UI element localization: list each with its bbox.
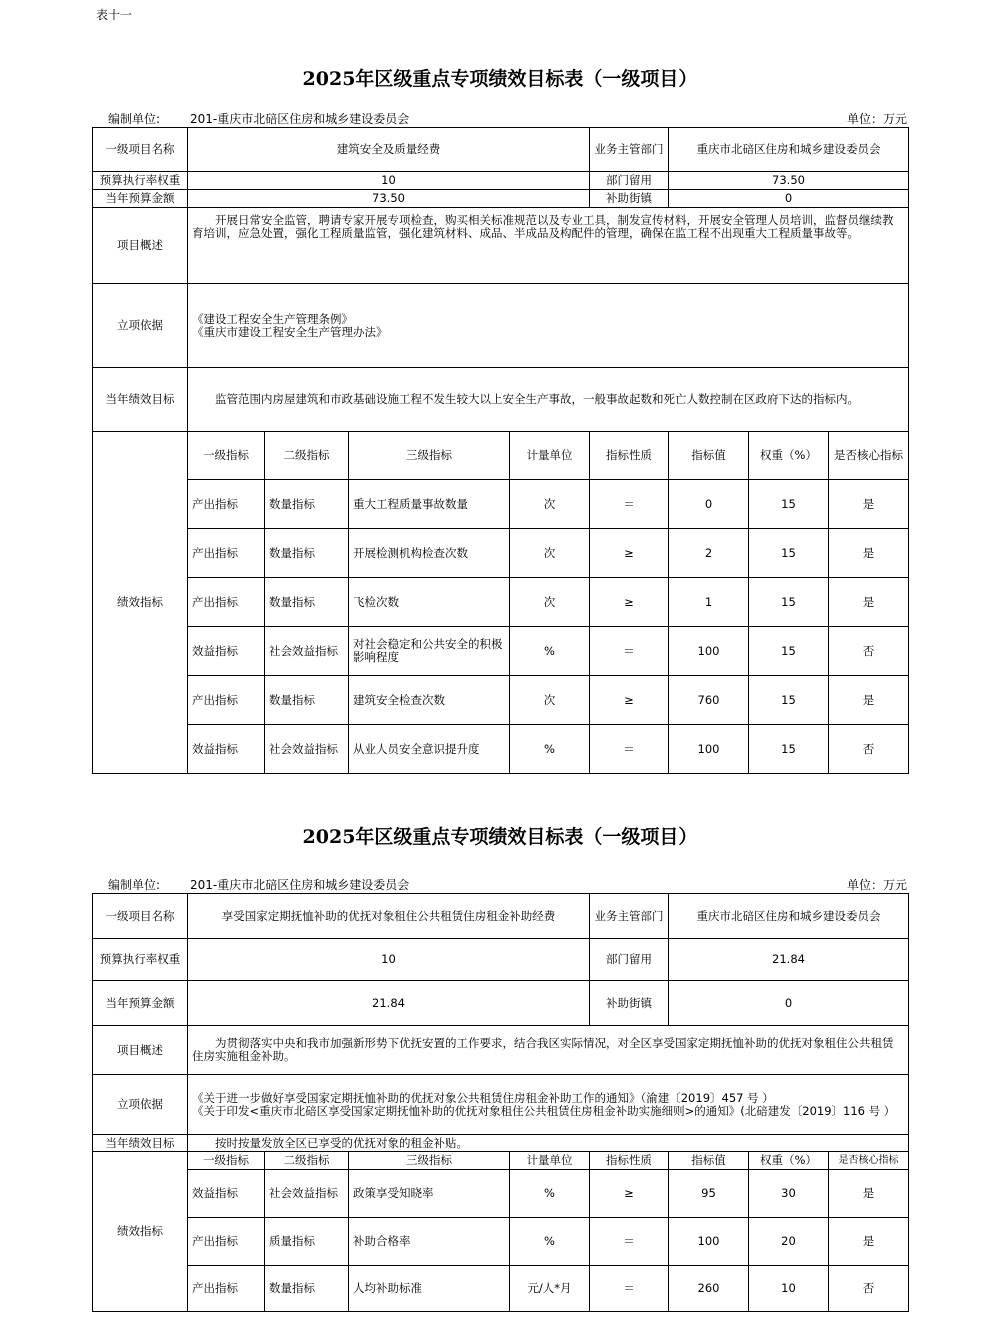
- performance-table-1: [92, 127, 909, 774]
- dept-retain-value: 73.50: [669, 172, 909, 190]
- cell: 产出指标: [188, 676, 265, 725]
- cell: %: [510, 1170, 590, 1218]
- cell: 1: [669, 578, 749, 627]
- cell: ＝: [590, 1218, 669, 1266]
- subsidy-label: 补助街镇: [590, 190, 669, 208]
- project-name: 享受国家定期抚恤补助的优抚对象租住公共租赁住房租金补助经费: [188, 894, 590, 939]
- cell: 是: [829, 578, 909, 627]
- cell: 对社会稳定和公共安全的积极影响程度: [349, 627, 510, 676]
- cell: 效益指标: [188, 725, 265, 774]
- table-row: [93, 1218, 909, 1266]
- cell: ≥: [590, 676, 669, 725]
- cell: 15: [749, 578, 829, 627]
- budget-value: 73.50: [188, 190, 590, 208]
- table-meta: [108, 876, 907, 892]
- cell: 260: [669, 1266, 749, 1312]
- header-cell: 二级指标: [265, 1152, 349, 1170]
- weight-label: 预算执行率权重: [93, 172, 188, 190]
- header-cell: 指标值: [669, 432, 749, 480]
- cell: 补助合格率: [349, 1218, 510, 1266]
- header-cell: 权重（%）: [749, 1152, 829, 1170]
- header-cell: 三级指标: [349, 432, 510, 480]
- table-row: [93, 676, 909, 725]
- cell: 数量指标: [265, 480, 349, 529]
- header-cell: 计量单位: [510, 432, 590, 480]
- overview-label: 项目概述: [93, 208, 188, 284]
- cell: 10: [749, 1266, 829, 1312]
- basis-text: [188, 284, 909, 368]
- cell: 否: [829, 627, 909, 676]
- cell: 是: [829, 529, 909, 578]
- subsidy-value: 0: [669, 981, 909, 1026]
- cell: 政策享受知晓率: [349, 1170, 510, 1218]
- org-label: 编制单位:: [108, 878, 161, 892]
- cell: 质量指标: [265, 1218, 349, 1266]
- cell: 数量指标: [265, 676, 349, 725]
- org-name: 201-重庆市北碚区住房和城乡建设委员会: [190, 112, 410, 126]
- cell: 产出指标: [188, 1218, 265, 1266]
- cell: 从业人员安全意识提升度: [349, 725, 510, 774]
- overview-label: 项目概述: [93, 1026, 188, 1075]
- table-row: [93, 578, 909, 627]
- dept-label: 业务主管部门: [590, 894, 669, 939]
- cell: 效益指标: [188, 1170, 265, 1218]
- cell: 社会效益指标: [265, 725, 349, 774]
- weight-label: 预算执行率权重: [93, 939, 188, 981]
- cell: 2: [669, 529, 749, 578]
- basis-item: 《重庆市建设工程安全生产管理办法》: [192, 324, 388, 339]
- cell: 次: [510, 529, 590, 578]
- cell: 15: [749, 676, 829, 725]
- cell: ＝: [590, 725, 669, 774]
- goal-label: 当年绩效目标: [93, 368, 188, 432]
- cell: 次: [510, 480, 590, 529]
- cell: 15: [749, 627, 829, 676]
- cell: 产出指标: [188, 480, 265, 529]
- cell: ≥: [590, 1170, 669, 1218]
- overview-text: 开展日常安全监管，聘请专家开展专项检查，购买相关标准规范以及专业工具，制发宣传材料，开展安全管理人员培训，监督员继续教育培训，应急处置，强化工程质量监管，强化建筑材料、成品、半成品及构配件的管理，确保在监工程不出现重大工程质量事故等。: [188, 208, 909, 284]
- cell: ≥: [590, 578, 669, 627]
- header-cell: 一级指标: [188, 432, 265, 480]
- subsidy-label: 补助街镇: [590, 981, 669, 1026]
- dept-retain-label: 部门留用: [590, 172, 669, 190]
- cell: 否: [829, 1266, 909, 1312]
- header-cell: 计量单位: [510, 1152, 590, 1170]
- table-row: [93, 725, 909, 774]
- cell: ＝: [590, 480, 669, 529]
- dept-name: 重庆市北碚区住房和城乡建设委员会: [669, 894, 909, 939]
- cell: 20: [749, 1218, 829, 1266]
- cell: %: [510, 1218, 590, 1266]
- cell: 重大工程质量事故数量: [349, 480, 510, 529]
- basis-label: 立项依据: [93, 1075, 188, 1135]
- cell: 是: [829, 1218, 909, 1266]
- cell: ≥: [590, 529, 669, 578]
- basis-item: 《关于进一步做好享受国家定期抚恤补助的优抚对象公共租赁住房租金补助工作的通知》（渝建〔2019〕457 号 ）: [192, 1090, 774, 1105]
- cell: 是: [829, 1170, 909, 1218]
- basis-label: 立项依据: [93, 284, 188, 368]
- goal-text: 监管范围内房屋建筑和市政基础设施工程不发生较大以上安全生产事故，一般事故起数和死亡人数控制在区政府下达的指标内。: [188, 368, 909, 432]
- table-row: [93, 1170, 909, 1218]
- indicators-label: 绩效指标: [93, 1152, 188, 1312]
- cell: 0: [669, 480, 749, 529]
- project-name-label: 一级项目名称: [93, 894, 188, 939]
- cell: 次: [510, 578, 590, 627]
- cell: 元/人*月: [510, 1266, 590, 1312]
- header-cell: 是否核心指标: [829, 432, 909, 480]
- cell: 100: [669, 627, 749, 676]
- cell: 社会效益指标: [265, 1170, 349, 1218]
- table-row: [93, 529, 909, 578]
- dept-retain-value: 21.84: [669, 939, 909, 981]
- table-meta: [108, 110, 907, 126]
- table-row: [93, 627, 909, 676]
- header-cell: 权重（%）: [749, 432, 829, 480]
- cell: %: [510, 725, 590, 774]
- subsidy-value: 0: [669, 190, 909, 208]
- cell: 95: [669, 1170, 749, 1218]
- cell: 否: [829, 725, 909, 774]
- cell: 760: [669, 676, 749, 725]
- cell: 30: [749, 1170, 829, 1218]
- cell: 开展检测机构检查次数: [349, 529, 510, 578]
- cell: 15: [749, 725, 829, 774]
- cell: %: [510, 627, 590, 676]
- cell: 产出指标: [188, 578, 265, 627]
- unit-label: 单位：万元: [846, 878, 907, 892]
- cell: 产出指标: [188, 529, 265, 578]
- cell: 15: [749, 480, 829, 529]
- cell: 数量指标: [265, 1266, 349, 1312]
- cell: 15: [749, 529, 829, 578]
- cell: 建筑安全检查次数: [349, 676, 510, 725]
- weight-value: 10: [188, 939, 590, 981]
- header-cell: 指标值: [669, 1152, 749, 1170]
- dept-retain-label: 部门留用: [590, 939, 669, 981]
- cell: 是: [829, 480, 909, 529]
- table-row: [93, 480, 909, 529]
- cell: ＝: [590, 627, 669, 676]
- cell: 人均补助标准: [349, 1266, 510, 1312]
- header-cell: 指标性质: [590, 432, 669, 480]
- header-cell: 是否核心指标: [829, 1152, 909, 1170]
- header-cell: 一级指标: [188, 1152, 265, 1170]
- overview-text: 为贯彻落实中央和我市加强新形势下优抚安置的工作要求，结合我区实际情况，对全区享受国家定期抚恤补助的优抚对象租住公共租赁住房实施租金补助。: [188, 1026, 909, 1075]
- budget-label: 当年预算金额: [93, 190, 188, 208]
- cell: 是: [829, 676, 909, 725]
- cell: 飞检次数: [349, 578, 510, 627]
- cell: 100: [669, 1218, 749, 1266]
- cell: 产出指标: [188, 1266, 265, 1312]
- cell: ＝: [590, 1266, 669, 1312]
- cell: 100: [669, 725, 749, 774]
- basis-item: 《关于印发<重庆市北碚区享受国家定期抚恤补助的优抚对象租住公共租赁住房租金补助实施细则>的通知》(北碚建发〔2019〕116 号 ）: [192, 1103, 896, 1118]
- goal-label: 当年绩效目标: [93, 1135, 188, 1152]
- table-title: 2025年区级重点专项绩效目标表（一级项目）: [302, 826, 698, 848]
- indicators-label: 绩效指标: [93, 432, 188, 774]
- header-cell: 指标性质: [590, 1152, 669, 1170]
- cell: 社会效益指标: [265, 627, 349, 676]
- page-label: 表十一: [96, 8, 133, 22]
- performance-table-2: [92, 893, 909, 1312]
- org-name: 201-重庆市北碚区住房和城乡建设委员会: [190, 878, 410, 892]
- project-name-label: 一级项目名称: [93, 128, 188, 172]
- basis-text: [188, 1075, 909, 1135]
- org-label: 编制单位:: [108, 112, 161, 126]
- cell: 效益指标: [188, 627, 265, 676]
- table-row: [93, 1266, 909, 1312]
- header-cell: 三级指标: [349, 1152, 510, 1170]
- budget-label: 当年预算金额: [93, 981, 188, 1026]
- goal-text: 按时按量发放全区已享受的优抚对象的租金补贴。: [188, 1135, 909, 1152]
- dept-name: 重庆市北碚区住房和城乡建设委员会: [669, 128, 909, 172]
- project-name: 建筑安全及质量经费: [188, 128, 590, 172]
- header-cell: 二级指标: [265, 432, 349, 480]
- unit-label: 单位：万元: [846, 112, 907, 126]
- dept-label: 业务主管部门: [590, 128, 669, 172]
- basis-item: 《建设工程安全生产管理条例》: [192, 311, 353, 326]
- budget-value: 21.84: [188, 981, 590, 1026]
- cell: 次: [510, 676, 590, 725]
- cell: 数量指标: [265, 578, 349, 627]
- weight-value: 10: [188, 172, 590, 190]
- table-title: 2025年区级重点专项绩效目标表（一级项目）: [302, 68, 698, 90]
- cell: 数量指标: [265, 529, 349, 578]
